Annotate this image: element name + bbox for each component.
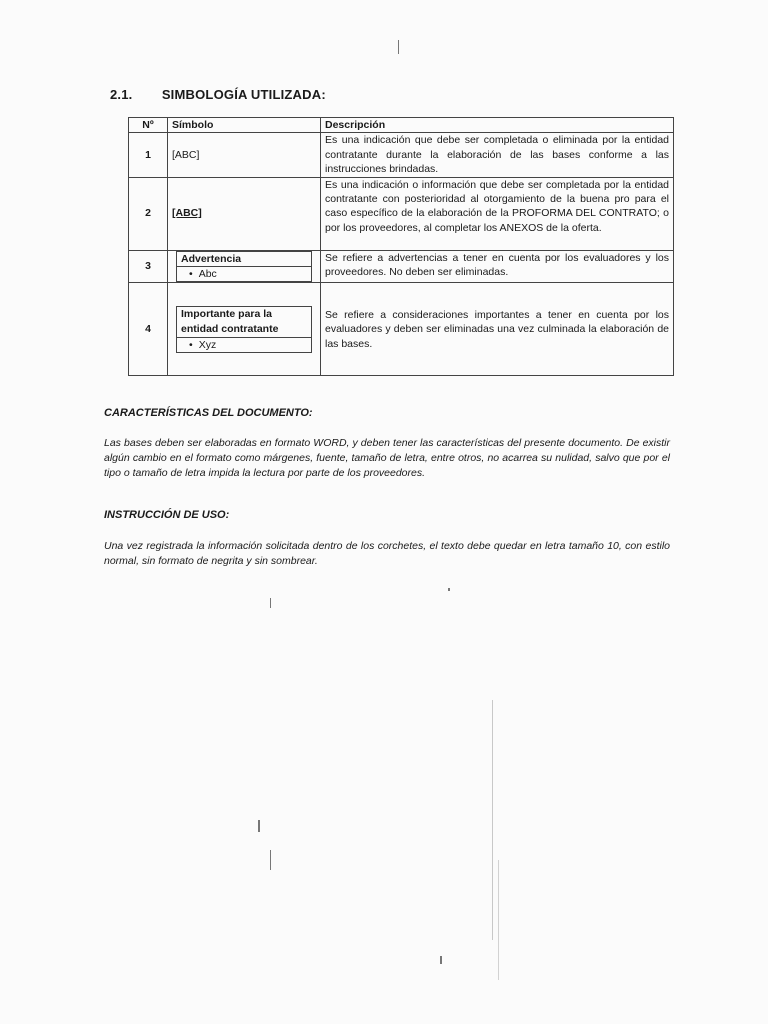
row-symbol: [ABC]: [168, 133, 321, 177]
scan-speck: [270, 598, 271, 608]
table-row: [129, 250, 674, 283]
important-box-item: • Xyz: [177, 338, 311, 352]
section-title: SIMBOLOGÍA UTILIZADA:: [161, 87, 326, 102]
row-description: Se refiere a advertencias a tener en cuenta por los evaluadores y los proveedores. No deben ser eliminadas.: [321, 250, 674, 283]
usage-heading: INSTRUCCIÓN DE USO:: [104, 509, 230, 521]
row-num: 3: [129, 250, 168, 283]
header-symbol: Símbolo: [168, 118, 321, 133]
warning-box-item: • Abc: [177, 267, 311, 281]
row-description: Es una indicación o información que debe ser completada por la entidad contratante con posterioridad al otorgamiento de la buena pro para el caso específico de la elaboración de la PROFORMA DEL CONTRATO; o por los proveedores, al completar los ANEXOS de la oferta.: [321, 177, 674, 250]
row-description: Es una indicación que debe ser completada o eliminada por la entidad contratante durante la elaboración de las bases conforme a las instrucciones brindadas.: [321, 133, 674, 177]
usage-paragraph: Una vez registrada la información solicitada dentro de los corchetes, el texto debe quedar en letra tamaño 10, con estilo normal, sin formato de negrita y sin sombrear.: [104, 540, 670, 567]
row-symbol: [ABC]: [172, 207, 202, 220]
row-symbol-cell: [168, 283, 321, 376]
important-box: [176, 306, 312, 353]
scan-streak: [492, 700, 493, 940]
characteristics-heading: CARACTERÍSTICAS DEL DOCUMENTO:: [104, 407, 313, 419]
scan-speck: [270, 850, 271, 870]
row-num: 4: [129, 283, 168, 376]
table-row: [129, 133, 674, 177]
section-number: 2.1.: [110, 87, 133, 102]
characteristics-paragraph: Las bases deben ser elaboradas en formato WORD, y deben tener las características del presente documento. De existir algún cambio en el formato como márgenes, fuente, tamaño de letra, entre otros, no acarrea su nulidad, salvo que por el tipo o tamaño de letra impida la lectura por parte de los proveedores.: [104, 437, 670, 479]
scan-speck: [398, 40, 399, 54]
scan-speck: [258, 820, 260, 832]
row-description: Se refiere a consideraciones importantes a tener en cuenta por los evaluadores y deben ser eliminadas una vez culminada la elaboración de las bases.: [321, 283, 674, 376]
symbology-table: [128, 117, 674, 376]
row-num: 2: [129, 177, 168, 250]
scan-streak: [498, 860, 499, 980]
scan-speck: [448, 588, 450, 591]
scan-speck: [440, 956, 442, 964]
warning-box: [176, 251, 312, 283]
important-box-title: Importante para la entidad contratante: [177, 307, 311, 338]
row-num: 1: [129, 133, 168, 177]
row-symbol-cell: [168, 250, 321, 283]
header-num: Nº: [129, 118, 168, 133]
warning-box-title: Advertencia: [177, 252, 311, 267]
table-header-row: [129, 118, 674, 133]
row-symbol-cell: [168, 177, 321, 250]
header-description: Descripción: [321, 118, 674, 133]
section-heading: [110, 87, 326, 102]
table-row: [129, 177, 674, 250]
table-row: [129, 283, 674, 376]
